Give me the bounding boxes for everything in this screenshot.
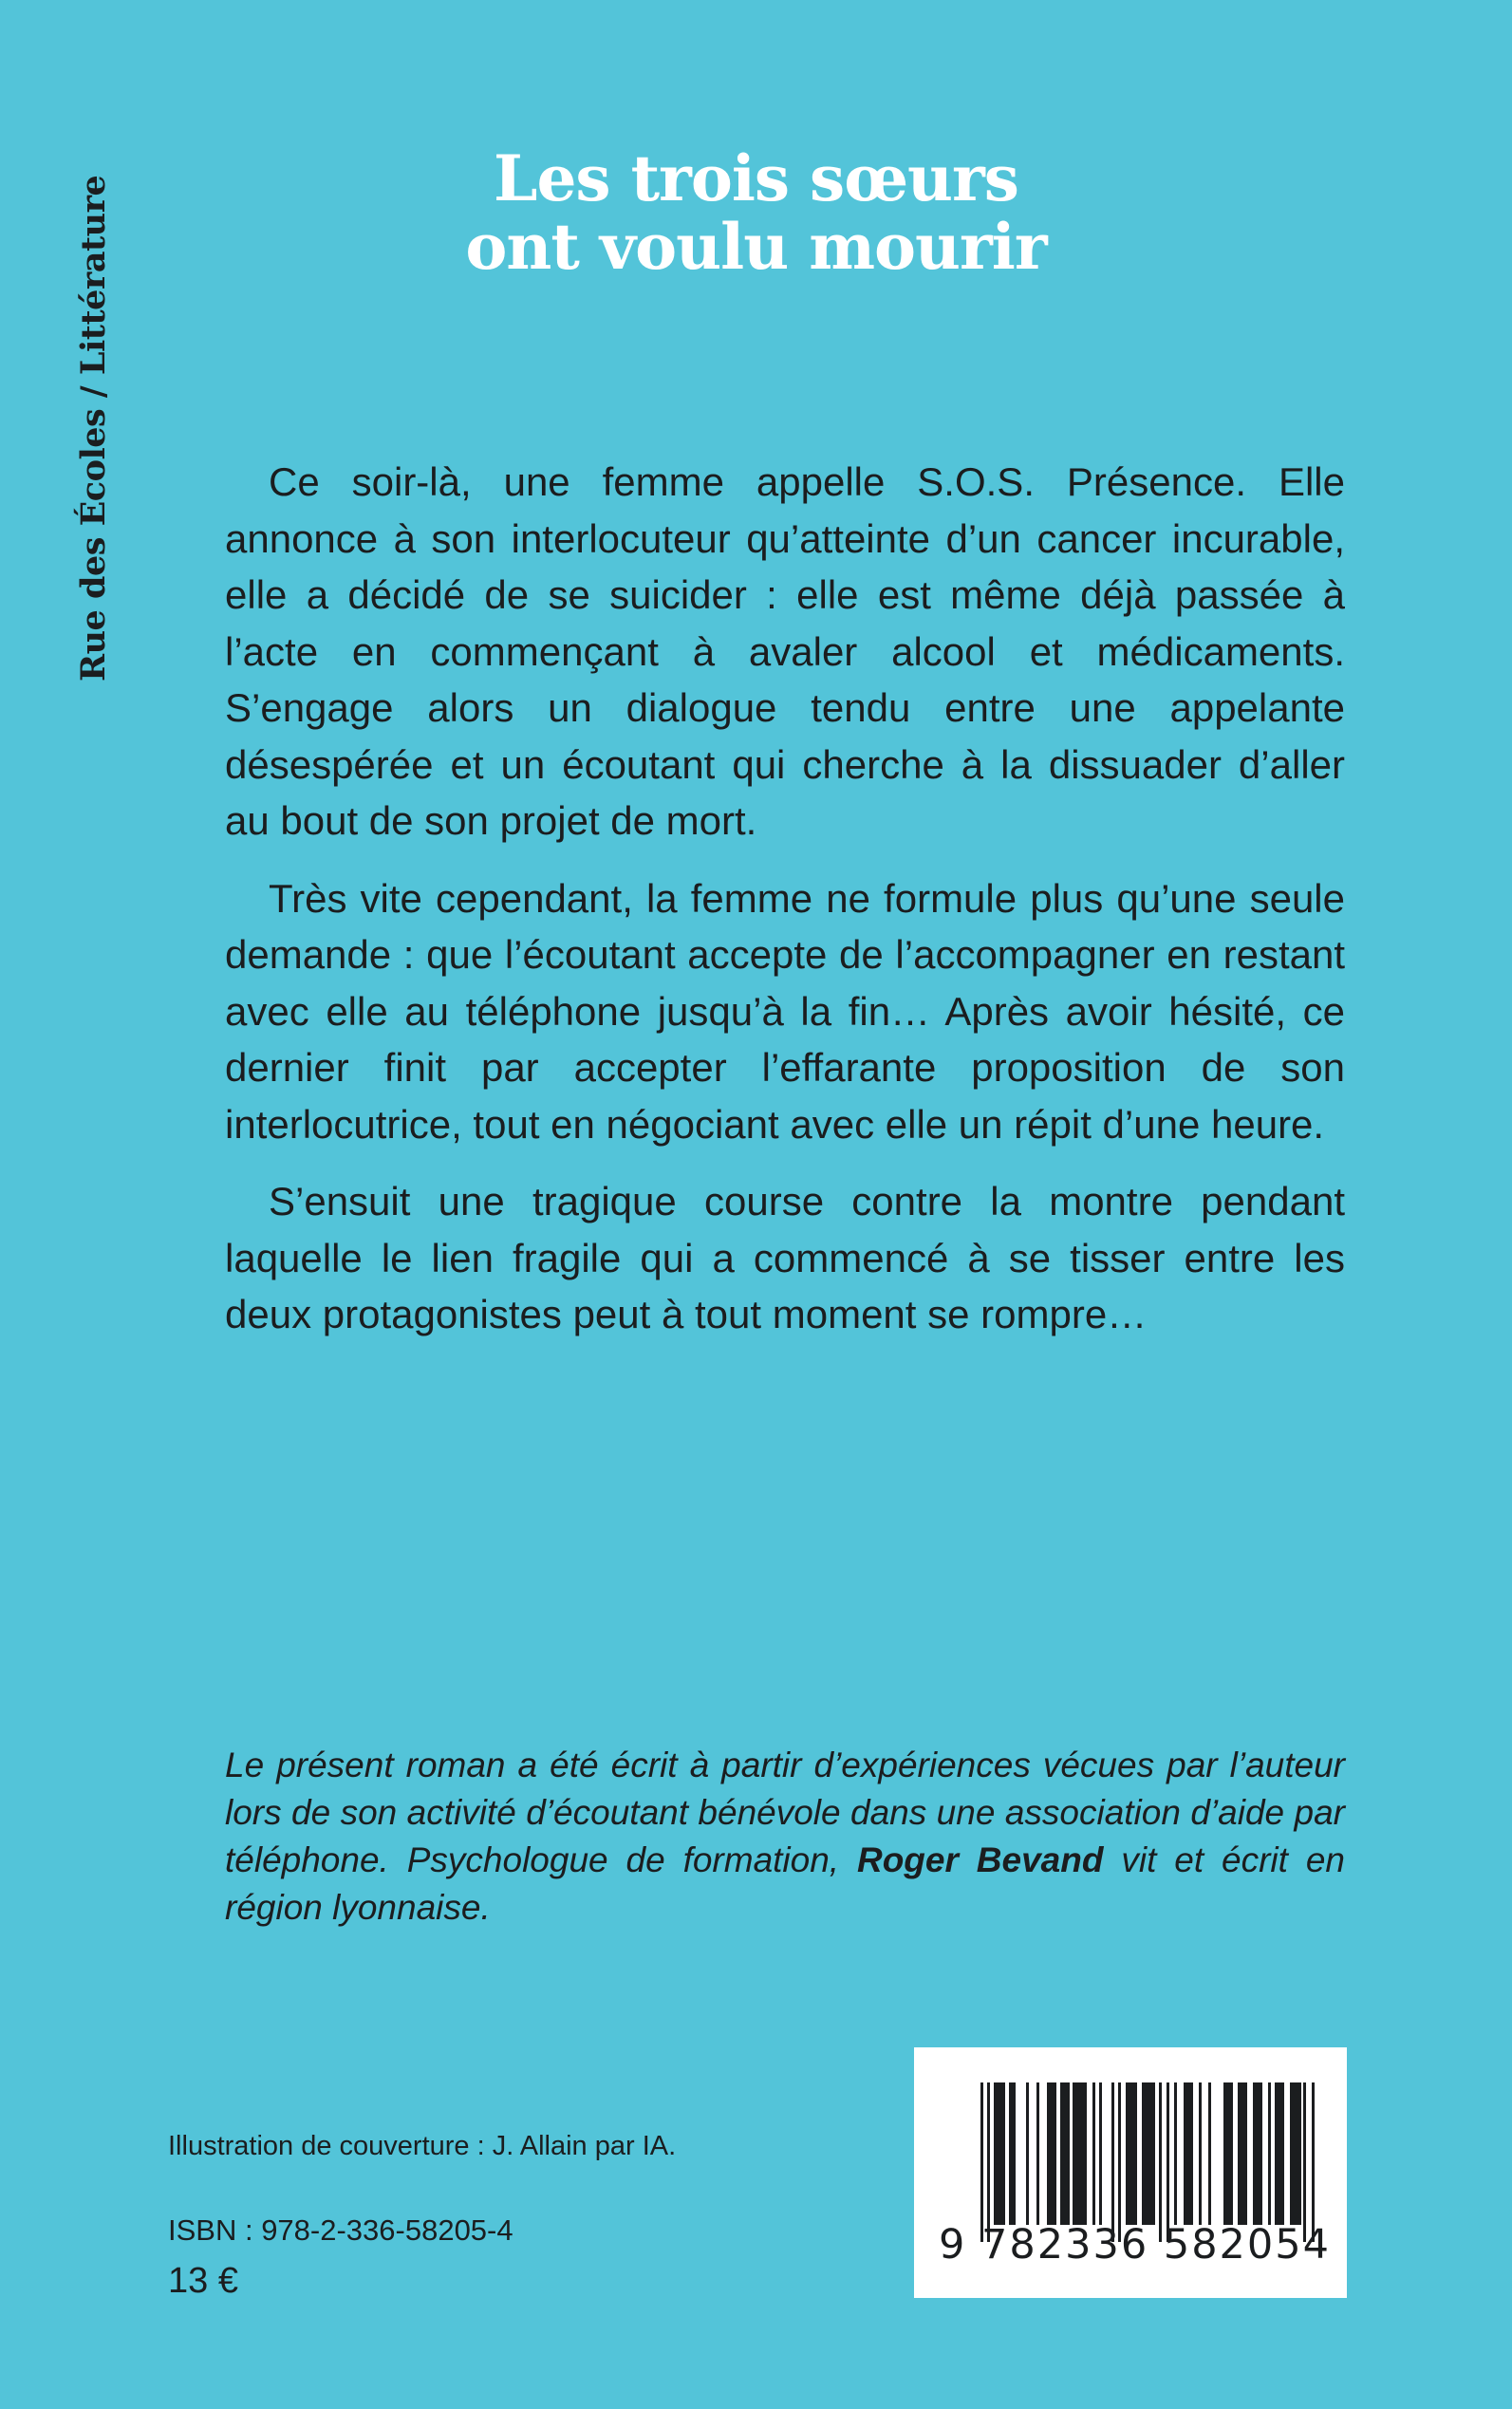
barcode-bar: [1073, 2082, 1087, 2225]
barcode-bar: [1290, 2082, 1301, 2225]
barcode-bar: [1167, 2082, 1169, 2242]
barcode-bar: [1142, 2082, 1155, 2225]
barcode-bar: [1238, 2082, 1247, 2225]
barcode-bar: [1111, 2082, 1114, 2242]
barcode-bar: [994, 2082, 1005, 2225]
barcode-bars-icon: [980, 2082, 1316, 2225]
blurb-paragraph: Très vite cependant, la femme ne formule plus qu’une seule demande : que l’écoutant accepte de l’accompagner en restant avec elle au téléphone jusqu’à la fin… Après avoir hésité, ce dernier finit par accepter l’effarante proposition de son interlocutrice, tout en négociant avec elle un répit d’une heure.: [225, 875, 1345, 1147]
spine-collection-label: Rue des Écoles / Littérature: [74, 175, 113, 682]
barcode-bar: [1275, 2082, 1284, 2225]
barcode-bar: [1159, 2082, 1162, 2242]
barcode-bar: [1118, 2082, 1121, 2242]
book-title-line-1: Les trois sœurs: [494, 141, 1018, 215]
isbn: ISBN : 978-2-336-58205-4: [168, 2213, 513, 2247]
barcode-bar: [1099, 2082, 1102, 2225]
barcode: [914, 2047, 1347, 2298]
price: 13 €: [168, 2261, 238, 2301]
barcode-bar: [1268, 2082, 1271, 2225]
barcode-digits: 9 782336 582054: [939, 2221, 1331, 2269]
back-cover-blurb: [225, 454, 1345, 1364]
barcode-bar: [1092, 2082, 1095, 2225]
barcode-bar: [1009, 2082, 1016, 2225]
barcode-bar: [987, 2082, 990, 2242]
barcode-bar: [1184, 2082, 1193, 2225]
barcode-bar: [1199, 2082, 1202, 2225]
barcode-bar: [1060, 2082, 1070, 2225]
barcode-bar: [980, 2082, 983, 2242]
barcode-bar: [1026, 2082, 1029, 2225]
barcode-bar: [1126, 2082, 1137, 2225]
book-title: [285, 141, 1227, 284]
author-bio-text-end: vit et écrit en région lyonnaise.: [225, 1840, 1345, 1927]
cover-illustration-credit: Illustration de couverture : J. Allain par IA.: [168, 2131, 677, 2161]
barcode-bar: [1312, 2082, 1315, 2242]
blurb-paragraph: Ce soir-là, une femme appelle S.O.S. Présence. Elle annonce à son interlocuteur qu’atteinte d’un cancer incurable, elle a décidé de se suicider : elle est même déjà passée à l’acte en commençant à avaler alcool et médicaments. S’engage alors un dialogue tendu entre une appelante désespérée et un écoutant qui cherche à la dissuader d’aller au bout de son projet de mort.: [225, 459, 1345, 843]
author-bio-text: Le présent roman a été écrit à partir d’expériences vécues par l’auteur lors de son activité d’écoutant bénévole dans une association d’aide par téléphone. Psychologue de formation,: [225, 1746, 1345, 1879]
barcode-bar: [1036, 2082, 1039, 2225]
barcode-bar: [1047, 2082, 1056, 2225]
author-name: Roger Bevand: [856, 1840, 1104, 1879]
barcode-bar: [1253, 2082, 1262, 2225]
blurb-paragraph: S’ensuit une tragique course contre la montre pendant laquelle le lien fragile qui a commencé à se tisser entre les deux protagonistes peut à tout moment se rompre…: [225, 1179, 1345, 1336]
barcode-bar: [1208, 2082, 1211, 2225]
author-bio: [225, 1742, 1345, 1932]
book-title-line-2: ont voulu mourir: [465, 210, 1047, 284]
barcode-bar: [1174, 2082, 1177, 2225]
barcode-bar: [1223, 2082, 1233, 2225]
barcode-bar: [1303, 2082, 1306, 2242]
